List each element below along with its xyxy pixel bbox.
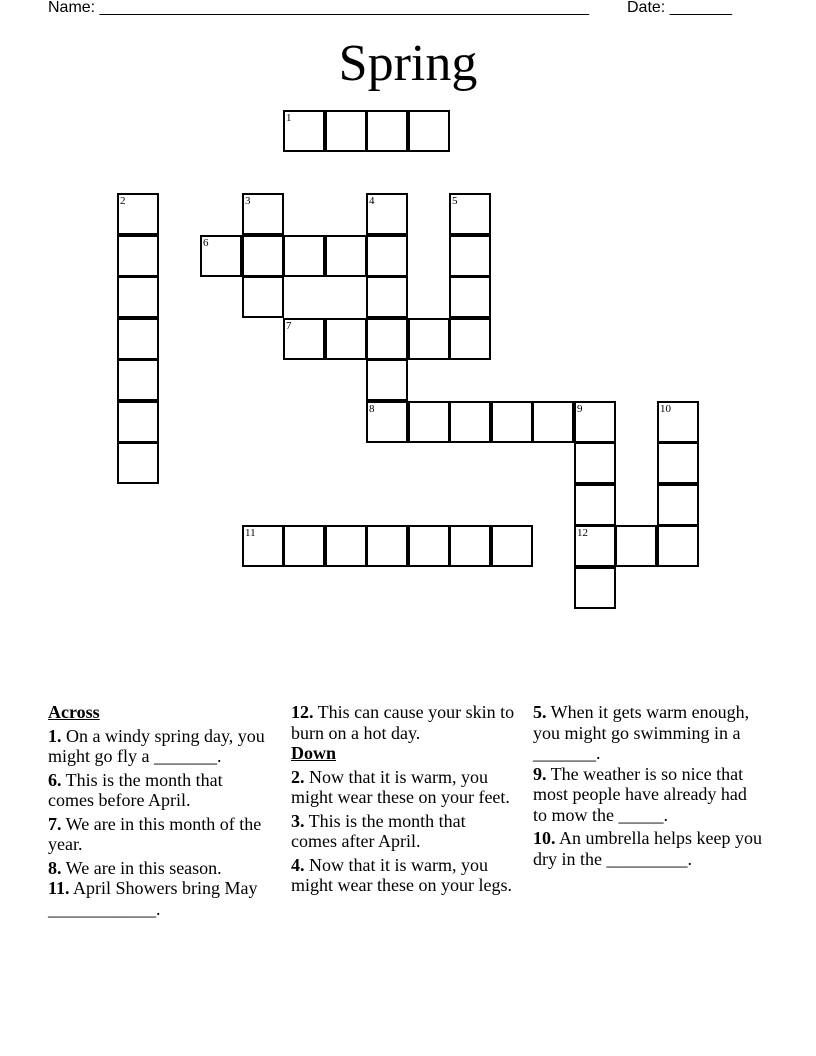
clue-number: 1. xyxy=(48,725,62,746)
crossword-cell[interactable] xyxy=(615,525,657,567)
clue-text: We are in this month of the year. xyxy=(48,813,262,854)
crossword-cell[interactable] xyxy=(574,567,616,609)
clue-number: 2. xyxy=(291,766,305,787)
clue-number-label: 4 xyxy=(369,195,375,207)
clue-number-label: 8 xyxy=(369,403,375,415)
crossword-cell[interactable] xyxy=(242,235,284,277)
clue-text: Now that it is warm, you might wear these on your legs. xyxy=(291,854,512,895)
crossword-cell[interactable] xyxy=(366,525,408,567)
crossword-cell[interactable] xyxy=(325,235,367,277)
clue-number: 10. xyxy=(533,828,556,848)
clue-down-10 xyxy=(533,828,765,869)
clue-across-6 xyxy=(48,770,273,811)
crossword-cell[interactable] xyxy=(408,525,450,567)
clue-down-2 xyxy=(291,767,516,808)
crossword-cell[interactable] xyxy=(657,401,699,443)
clue-number-label: 2 xyxy=(120,195,126,207)
clue-down-9 xyxy=(533,764,765,826)
crossword-cell[interactable] xyxy=(117,318,159,360)
crossword-cell[interactable] xyxy=(449,401,491,443)
crossword-cell[interactable] xyxy=(657,484,699,526)
crossword-cell[interactable] xyxy=(532,401,574,443)
crossword-cell[interactable] xyxy=(449,276,491,318)
crossword-cell[interactable] xyxy=(242,193,284,235)
clue-number-label: 6 xyxy=(203,237,209,249)
crossword-cell[interactable] xyxy=(366,235,408,277)
clue-text: The weather is so nice that most people have already had to mow the _____. xyxy=(533,763,747,825)
crossword-cell[interactable] xyxy=(491,525,533,567)
clue-text: This is the month that comes after April. xyxy=(291,810,466,851)
clue-number-label: 1 xyxy=(286,112,292,124)
clue-number: 12. xyxy=(291,702,314,722)
crossword-cell[interactable] xyxy=(449,235,491,277)
clue-text: When it gets warm enough, you might go swimming in a _______. xyxy=(533,702,750,763)
crossword-cell[interactable] xyxy=(657,442,699,484)
clue-text: We are in this season. xyxy=(61,857,222,878)
crossword-cell[interactable] xyxy=(200,235,242,277)
crossword-cell[interactable] xyxy=(283,525,325,567)
crossword-cell[interactable] xyxy=(574,401,616,443)
crossword-cell[interactable] xyxy=(366,193,408,235)
clue-number: 11. xyxy=(48,878,70,898)
crossword-cell[interactable] xyxy=(242,525,284,567)
crossword-cell[interactable] xyxy=(366,276,408,318)
clue-across-7 xyxy=(48,814,273,855)
crossword-cell[interactable] xyxy=(408,401,450,443)
clue-number-label: 9 xyxy=(577,403,583,415)
clue-text: On a windy spring day, you might go fly a _______. xyxy=(48,725,265,766)
clue-number: 3. xyxy=(291,810,305,831)
crossword-cell[interactable] xyxy=(449,318,491,360)
clue-down-4 xyxy=(291,855,516,896)
clue-number: 4. xyxy=(291,854,305,875)
crossword-cell[interactable] xyxy=(574,442,616,484)
clue-across-11 xyxy=(48,878,273,919)
clue-number-label: 11 xyxy=(245,527,256,539)
crossword-cell[interactable] xyxy=(242,276,284,318)
down-heading: Down xyxy=(291,743,337,763)
crossword-cell[interactable] xyxy=(325,110,367,152)
clue-number: 8. xyxy=(48,857,62,878)
clue-across-8 xyxy=(48,858,273,879)
clue-column-2 xyxy=(291,702,516,899)
clue-number: 9. xyxy=(533,763,547,784)
name-field-label: Name: _______________________________________________________ xyxy=(48,0,589,16)
crossword-cell[interactable] xyxy=(408,110,450,152)
crossword-cell[interactable] xyxy=(449,525,491,567)
crossword-cell[interactable] xyxy=(325,318,367,360)
clue-number: 6. xyxy=(48,769,62,790)
crossword-cell[interactable] xyxy=(117,276,159,318)
crossword-cell[interactable] xyxy=(366,359,408,401)
crossword-cell[interactable] xyxy=(366,110,408,152)
crossword-cell[interactable] xyxy=(325,525,367,567)
crossword-cell[interactable] xyxy=(408,318,450,360)
date-field-label: Date: _______ xyxy=(627,0,732,16)
crossword-cell[interactable] xyxy=(657,525,699,567)
clue-column-3 xyxy=(533,702,765,872)
crossword-cell[interactable] xyxy=(117,235,159,277)
clue-number: 7. xyxy=(48,813,62,834)
clue-text: Now that it is warm, you might wear these on your feet. xyxy=(291,766,510,807)
clue-down-5 xyxy=(533,702,765,764)
crossword-cell[interactable] xyxy=(366,318,408,360)
clue-text: This can cause your skin to burn on a hot day. xyxy=(291,702,515,743)
crossword-cell[interactable] xyxy=(283,110,325,152)
crossword-cell[interactable] xyxy=(574,525,616,567)
crossword-cell[interactable] xyxy=(574,484,616,526)
clue-down-3 xyxy=(291,811,516,852)
crossword-cell[interactable] xyxy=(117,193,159,235)
clue-across-1 xyxy=(48,726,273,767)
clue-text: An umbrella helps keep you dry in the _________. xyxy=(533,828,762,869)
across-heading: Across xyxy=(48,702,100,722)
clue-number-label: 12 xyxy=(577,527,588,539)
crossword-cell[interactable] xyxy=(117,401,159,443)
crossword-cell[interactable] xyxy=(117,442,159,484)
crossword-cell[interactable] xyxy=(283,318,325,360)
crossword-cell[interactable] xyxy=(117,359,159,401)
clue-across-12 xyxy=(291,702,516,743)
clue-number: 5. xyxy=(533,702,547,722)
page-title: Spring xyxy=(338,35,478,92)
clue-number-label: 10 xyxy=(660,403,671,415)
clue-number-label: 3 xyxy=(245,195,251,207)
crossword-cell[interactable] xyxy=(366,401,408,443)
crossword-cell[interactable] xyxy=(449,193,491,235)
crossword-cell[interactable] xyxy=(283,235,325,277)
clue-number-label: 7 xyxy=(286,320,292,332)
crossword-cell[interactable] xyxy=(491,401,533,443)
clue-column-1 xyxy=(48,702,273,922)
clue-number-label: 5 xyxy=(452,195,458,207)
clue-text: This is the month that comes before April. xyxy=(48,769,223,810)
clue-text: April Showers bring May ____________. xyxy=(48,878,258,919)
